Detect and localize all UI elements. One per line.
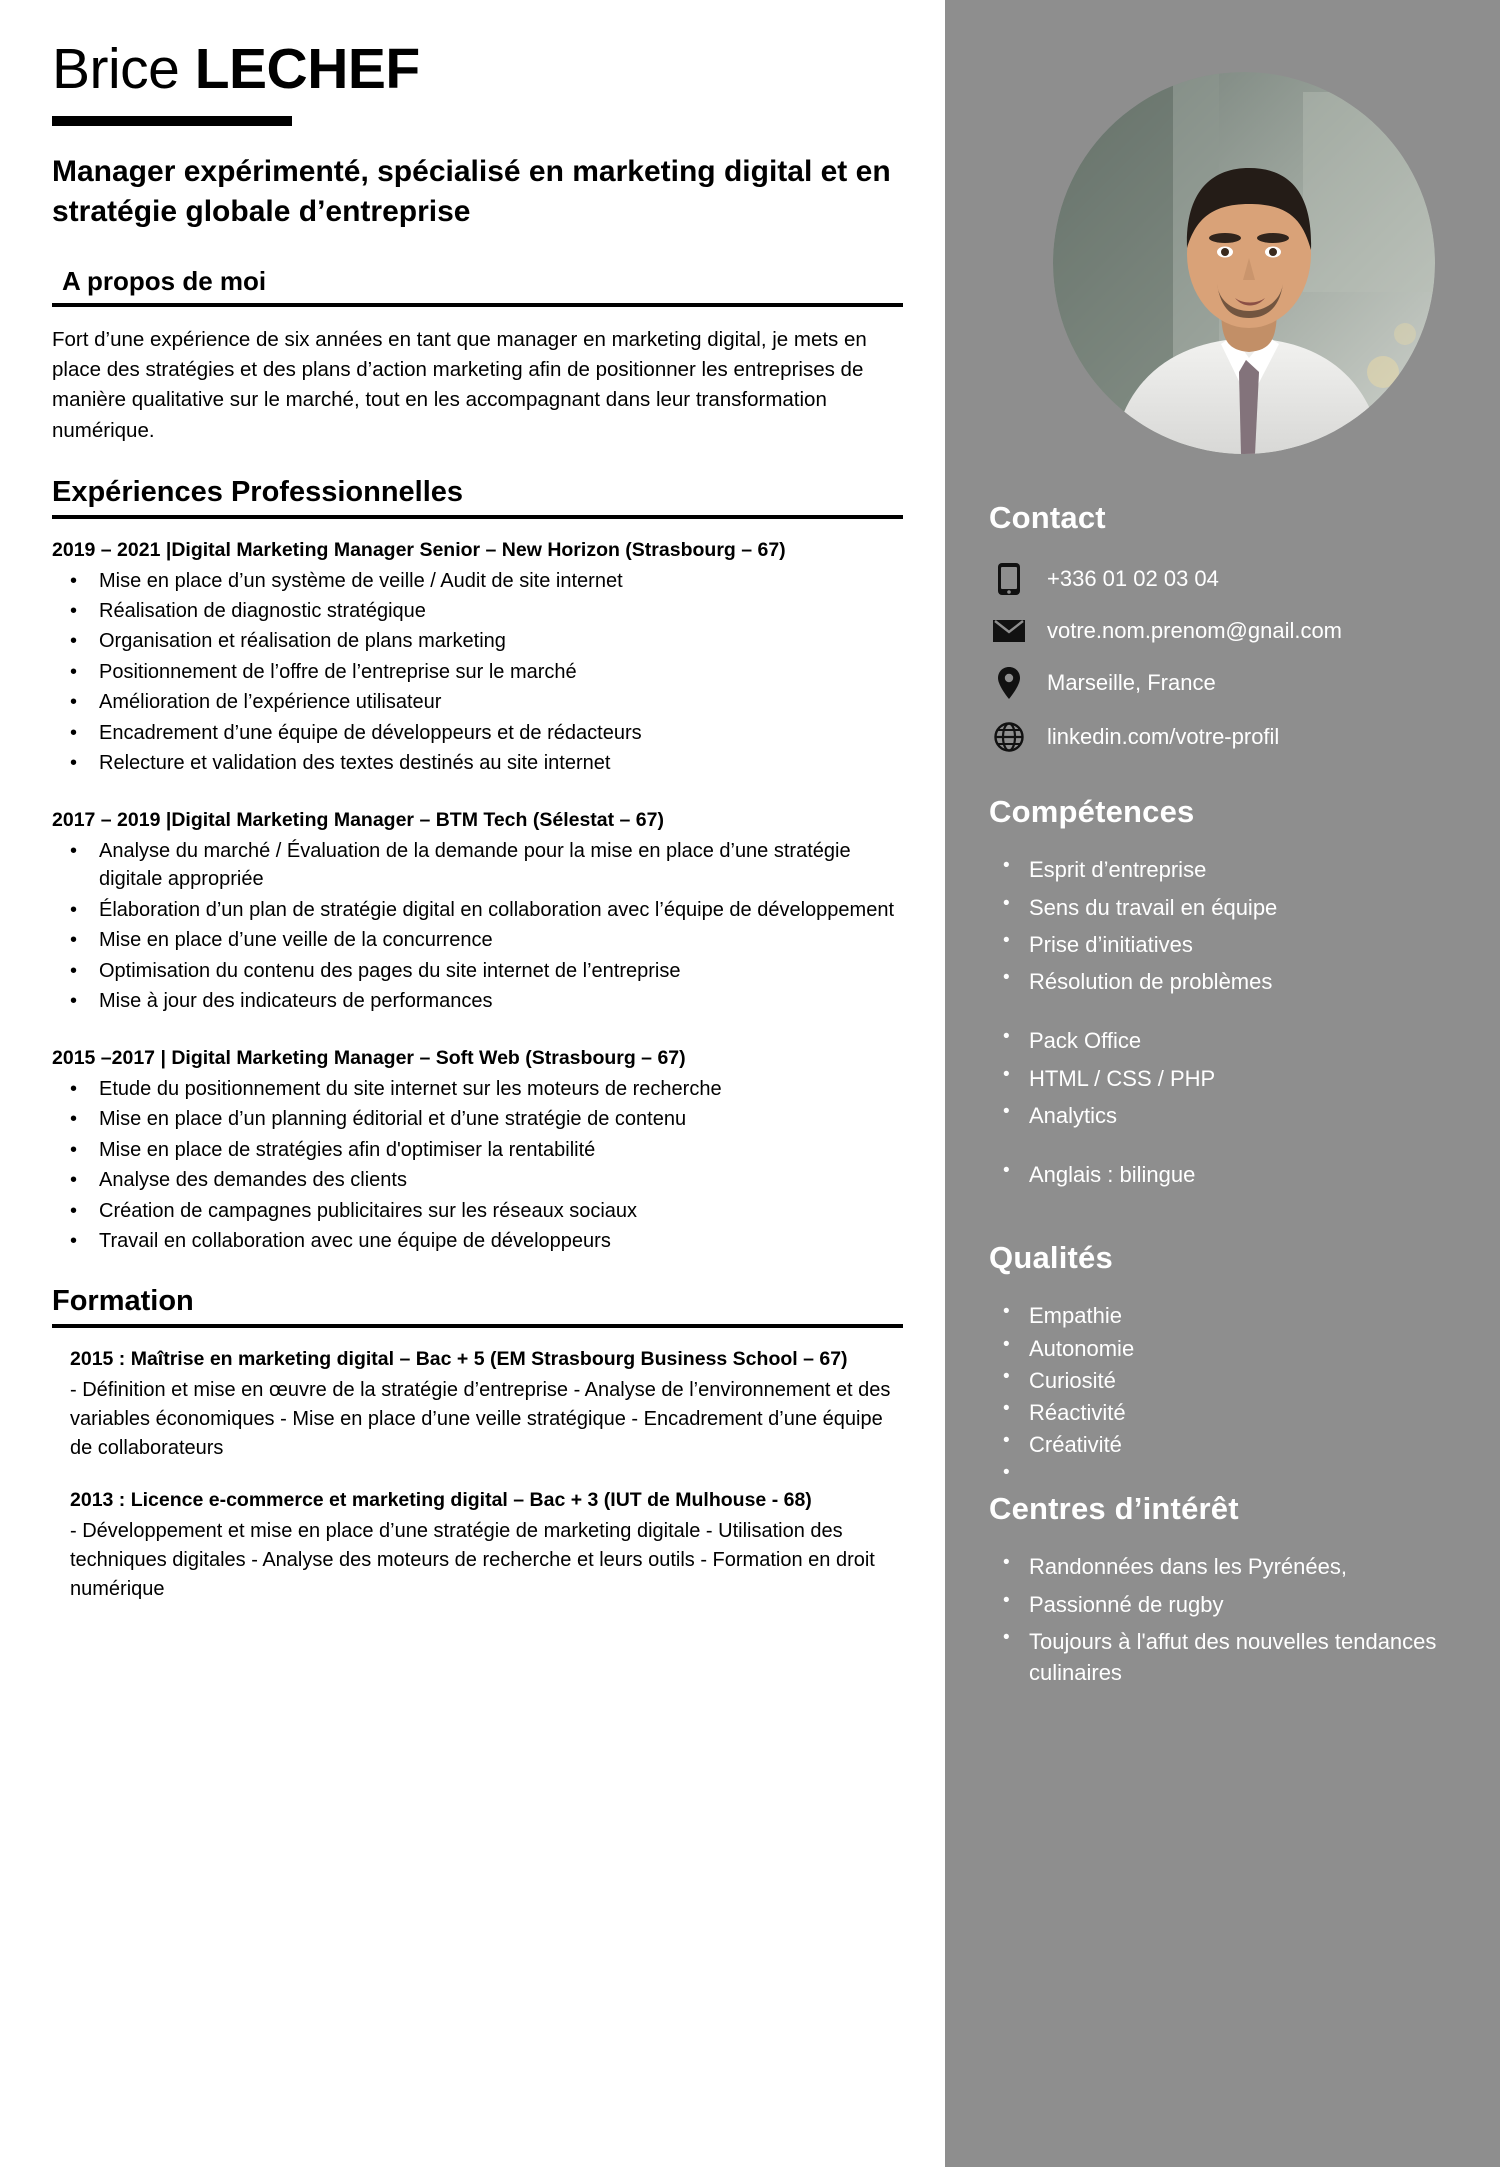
formation-item-description: - Définition et mise en œuvre de la stratégie d’entreprise - Analyse de l’environnement et des variables économiques - Mise en place d’une veille stratégique - Encadrement d’une équipe de collaborateurs [70, 1379, 891, 1460]
first-name: Brice [52, 37, 180, 101]
experience-item-title: 2015 –2017 | Digital Marketing Manager – Soft Web (Strasbourg – 67) [52, 1047, 686, 1070]
quality-item [989, 1461, 1472, 1471]
interest-item: • Randonnées dans les Pyrénées, [989, 1551, 1472, 1582]
formation-divider [52, 1324, 903, 1328]
list-item: • Mise en place d’un planning éditorial et d’une stratégie de contenu [52, 1105, 903, 1133]
contact-item-value: Marseille, France [1047, 670, 1216, 696]
skill-item: • Anglais : bilingue [989, 1159, 1472, 1190]
list-item: • Positionnement de l’offre de l’entreprise sur le marché [52, 658, 903, 686]
qualities-heading: Qualités [989, 1240, 1113, 1276]
quality-item: • Réactivité [989, 1397, 1472, 1428]
list-item: • Optimisation du contenu des pages du site internet de l’entreprise [52, 957, 903, 985]
interest-item: • Toujours à l'affut des nouvelles tendances culinaires [989, 1626, 1472, 1688]
contact-item-value: +336 01 02 03 04 [1047, 565, 1219, 591]
full-name [52, 37, 903, 101]
contact-item[interactable] [989, 666, 1472, 700]
list-item: • Mise en place d’une veille de la concurrence [52, 926, 903, 954]
list-item: • Analyse du marché / Évaluation de la demande pour la mise en place d’une stratégie digitale appropriée [52, 837, 903, 894]
experience-heading: Expériences Professionnelles [52, 475, 464, 508]
last-name: LECHEF [194, 37, 420, 101]
professional-headline: Manager expérimenté, spécialisé en marketing digital et en stratégie globale d’entreprise [52, 154, 891, 228]
list-item: • Analyse des demandes des clients [52, 1166, 903, 1194]
list-item: • Etude du positionnement du site internet sur les moteurs de recherche [52, 1075, 903, 1103]
list-item: • Relecture et validation des textes destinés au site internet [52, 749, 903, 777]
interests-heading: Centres d’intérêt [989, 1491, 1239, 1527]
name-underline-rule [52, 116, 292, 126]
skill-item: • Sens du travail en équipe [989, 892, 1472, 923]
skill-item: • Prise d’initiatives [989, 929, 1472, 960]
contact-item-value: votre.nom.prenom@gnail.com [1047, 618, 1343, 643]
quality-item: • Curiosité [989, 1365, 1472, 1396]
skill-item: • Analytics [989, 1100, 1472, 1131]
list-item: • Amélioration de l’expérience utilisateur [52, 688, 903, 716]
experience-item-bullets [52, 567, 903, 778]
skill-item: • Pack Office [989, 1025, 1472, 1056]
list-item: • Réalisation de diagnostic stratégique [52, 597, 903, 625]
sidebar [945, 0, 1500, 2167]
formation-item-title: 2013 : Licence e-commerce et marketing digital – Bac + 3 (IUT de Mulhouse - 68) [70, 1489, 812, 1512]
qualities-list [989, 1300, 1472, 1471]
experience-item [52, 1045, 903, 1255]
formation-item-title: 2015 : Maîtrise en marketing digital – Bac + 5 (EM Strasbourg Business School – 67) [70, 1348, 848, 1371]
contact-item[interactable] [989, 618, 1472, 644]
contact-item[interactable] [989, 722, 1472, 752]
contact-list [989, 562, 1472, 752]
about-paragraph: Fort d’une expérience de six années en tant que manager en marketing digital, je mets en place des stratégies et des plans d’action marketing afin de positionner les entreprises de manière qualitative sur le marché, tout en les accompagnant dans leur transformation numérique. [52, 327, 867, 442]
about-heading: A propos de moi [62, 265, 267, 296]
experience-item-bullets [52, 837, 903, 1015]
formation-item [52, 1487, 903, 1604]
list-item: • Mise à jour des indicateurs de performances [52, 987, 903, 1015]
formation-item-description: - Développement et mise en place d’une stratégie de marketing digitale - Utilisation des techniques digitales - Analyse des moteurs de recherche et leurs outils - Formation en droit numérique [70, 1519, 875, 1600]
interests-list [989, 1551, 1472, 1688]
list-item: • Encadrement d’une équipe de développeurs et de rédacteurs [52, 719, 903, 747]
profile-photo [1053, 72, 1435, 454]
skill-item: • Résolution de problèmes [989, 966, 1472, 997]
list-item: • Travail en collaboration avec une équipe de développeurs [52, 1227, 903, 1255]
quality-item: • Créativité [989, 1429, 1472, 1460]
list-item: • Mise en place de stratégies afin d'optimiser la rentabilité [52, 1136, 903, 1164]
experience-item [52, 537, 903, 777]
formation-heading: Formation [52, 1285, 194, 1318]
quality-item: • Empathie [989, 1300, 1472, 1331]
globe-icon [989, 722, 1029, 752]
formation-item [52, 1346, 903, 1463]
envelope-icon [989, 618, 1029, 644]
contact-heading: Contact [989, 500, 1106, 535]
list-item: • Organisation et réalisation de plans marketing [52, 627, 903, 655]
contact-item-value: linkedin.com/votre-profil [1047, 724, 1280, 750]
experience-item-title: 2017 – 2019 |Digital Marketing Manager – BTM Tech (Sélestat – 67) [52, 809, 664, 832]
formation-list [52, 1346, 903, 1603]
about-divider [52, 303, 903, 307]
experience-item-title: 2019 – 2021 |Digital Marketing Manager Senior – New Horizon (Strasbourg – 67) [52, 538, 786, 561]
phone-icon [989, 562, 1029, 596]
list-item: • Création de campagnes publicitaires sur les réseaux sociaux [52, 1197, 903, 1225]
list-item: • Élaboration d’un plan de stratégie digital en collaboration avec l’équipe de développement [52, 896, 903, 924]
skills-list [989, 854, 1472, 1190]
contact-item[interactable] [989, 562, 1472, 596]
list-item: • Mise en place d’un système de veille / Audit de site internet [52, 567, 903, 595]
experience-item-bullets [52, 1075, 903, 1255]
skill-item: • HTML / CSS / PHP [989, 1063, 1472, 1094]
skill-item: • Esprit d’entreprise [989, 854, 1472, 885]
experience-list [52, 537, 903, 1255]
experience-item [52, 807, 903, 1015]
location-pin-icon [989, 666, 1029, 700]
skills-heading: Compétences [989, 794, 1195, 830]
interest-item: • Passionné de rugby [989, 1589, 1472, 1620]
experience-divider [52, 515, 903, 519]
quality-item: • Autonomie [989, 1333, 1472, 1364]
